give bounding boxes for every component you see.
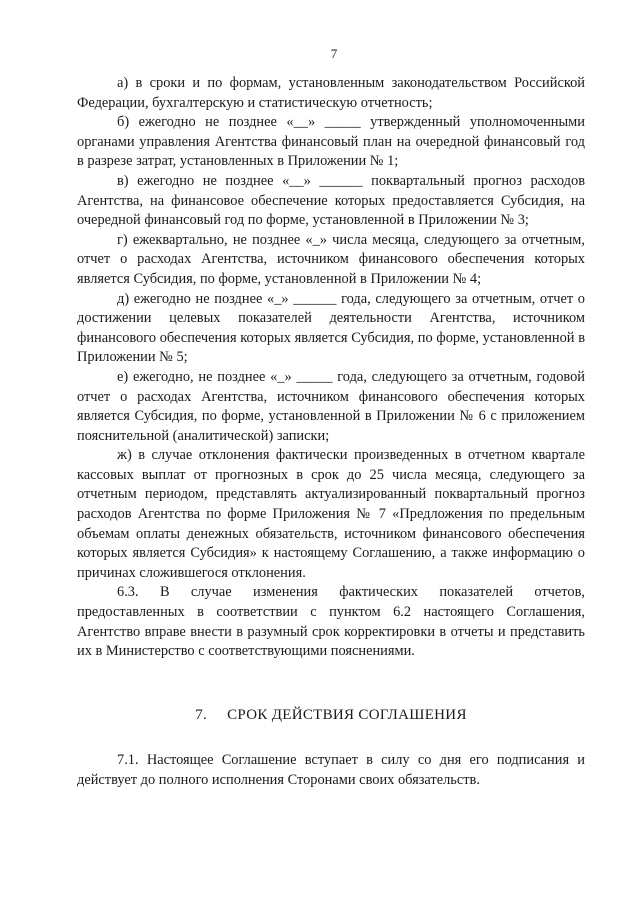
page-number: 7 <box>330 46 338 61</box>
section-number: 7. <box>195 706 208 723</box>
paragraph-e: е) ежегодно, не позднее «_» _____ года, следующего за отчетным, годовой отчет о расходах Агентства, источником финансового обеспечения которых является Субсидия, по форме, установленной в Приложении № 6 с приложением пояснительной (аналитической) записки; <box>77 368 585 444</box>
section-title: СРОК ДЕЙСТВИЯ СОГЛАШЕНИЯ <box>227 706 467 723</box>
paragraph-v: в) ежегодно не позднее «__» ______ поквартальный прогноз расходов Агентства, на финансовое обеспечение которых предоставляется Субсидия, на очередной финансовый год по форме, установленной в Приложении № 3; <box>77 172 585 229</box>
paragraph-g: г) ежеквартально, не позднее «_» числа месяца, следующего за отчетным, отчет о расходах Агентства, источником финансового обеспечения которых является Субсидия, по форме, установленной в Приложении № 4; <box>77 231 585 287</box>
paragraph-6-3: 6.3. В случае изменения фактических показателей отчетов, предоставленных в соответствии с пунктом 6.2 настоящего Соглашения, Агентство вправе внести в разумный срок корректировки в отчеты и представить их в Министерство с соответствующими пояснениями. <box>77 584 585 660</box>
paragraph-zh: ж) в случае отклонения фактически произведенных в отчетном квартале кассовых выплат от прогнозных в срок до 25 числа месяца, следующего за отчетным периодом, представлять актуализированный поквартальный прогноз расходов Агентства по форме Приложения № 7 «Предложения по предельным объемам оплаты денежных обязательств, источником финансового обеспечения которых является Субсидия» к настоящему Соглашению, а также информацию о причинах сложившегося отклонения. <box>77 447 585 581</box>
paragraph-7-1: 7.1. Настоящее Соглашение вступает в силу со дня его подписания и действует до полного исполнения Сторонами своих обязательств. <box>77 752 585 788</box>
paragraph-d: д) ежегодно не позднее «_» ______ года, следующего за отчетным, отчет о достижении целевых показателей деятельности Агентства, источником финансового обеспечения которых является Субсидия, по форме, установленной в Приложении № 5; <box>77 290 585 366</box>
document-body <box>77 74 585 791</box>
paragraph-b: б) ежегодно не позднее «__» _____ утвержденный уполномоченными органами управления Агентства финансовый план на очередной финансовый год в разрезе затрат, установленных в Приложении № 1; <box>77 114 585 170</box>
section-heading <box>77 706 585 726</box>
paragraph-a: а) в сроки и по формам, установленным законодательством Российской Федерации, бухгалтерскую и статистическую отчетность; <box>77 75 585 111</box>
